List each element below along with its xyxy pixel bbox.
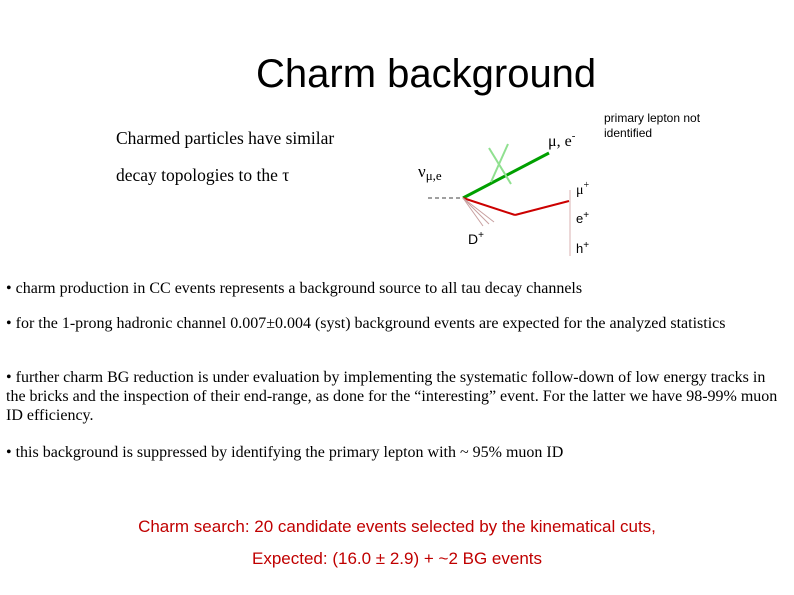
tau-symbol: τ	[282, 165, 290, 185]
intro-line-1: Charmed particles have similar	[116, 128, 335, 148]
neutrino-subscript: μ,e	[425, 168, 442, 183]
neutrino-label	[418, 162, 442, 183]
bullet-text: this background is suppressed by identifying the primary lepton with ~ 95% muon ID	[11, 444, 564, 461]
decay-product-electron-base: e	[576, 211, 584, 226]
expected-events: Expected: (16.0 ± 2.9) + ~2 BG events	[252, 549, 542, 568]
lepton-label	[548, 130, 576, 150]
charm-search-result: Charm search: 20 candidate events selected by the kinematical cuts,	[138, 517, 656, 536]
bullet-text: further charm BG reduction is under evaluation by implementing the systematic follow-down of low energy tracks in the bricks and the inspection of their end-range, as done for the “interesting” event. For the latter we have 98-99% muon ID efficiency.	[6, 369, 778, 424]
lepton-label-base: μ, e	[548, 133, 572, 150]
d-meson-label	[468, 230, 484, 247]
bullet-mark: •	[6, 280, 12, 297]
decay-product-hadron	[576, 240, 589, 256]
primary-note-line-1: primary lepton not	[604, 111, 701, 125]
decay-product-muon-sup: +	[583, 180, 590, 191]
bullet-primary-lepton	[6, 443, 782, 462]
daughter-track	[515, 201, 569, 215]
bullet-text: for the 1-prong hadronic channel 0.007±0.004 (syst) background events are expected for the analyzed statistics	[11, 315, 726, 332]
d-meson-base: D	[468, 231, 479, 247]
decay-product-muon	[576, 180, 590, 198]
intro-line-2-text: decay topologies to the	[116, 165, 283, 185]
primary-note-line-2: identified	[604, 126, 653, 140]
bullet-charm-production	[6, 279, 782, 298]
decay-product-electron-sup: +	[583, 210, 590, 221]
bullet-one-prong	[6, 314, 782, 333]
lepton-label-sup: -	[571, 130, 576, 142]
decay-product-hadron-sup: +	[583, 240, 590, 251]
bullet-mark: •	[6, 369, 12, 386]
bullet-bg-reduction	[6, 368, 782, 425]
bullet-mark: •	[6, 315, 12, 332]
decay-product-hadron-base: h	[576, 241, 584, 256]
decay-product-electron	[576, 210, 589, 226]
neutrino-symbol: ν	[418, 162, 426, 181]
slide-title: Charm background	[256, 52, 597, 96]
bullet-mark: •	[6, 444, 12, 461]
d-meson-sup: +	[478, 230, 484, 241]
decay-product-muon-base: μ	[576, 183, 584, 198]
bullet-text: charm production in CC events represents a background source to all tau decay channels	[11, 280, 583, 297]
kink-line-3	[463, 198, 494, 222]
